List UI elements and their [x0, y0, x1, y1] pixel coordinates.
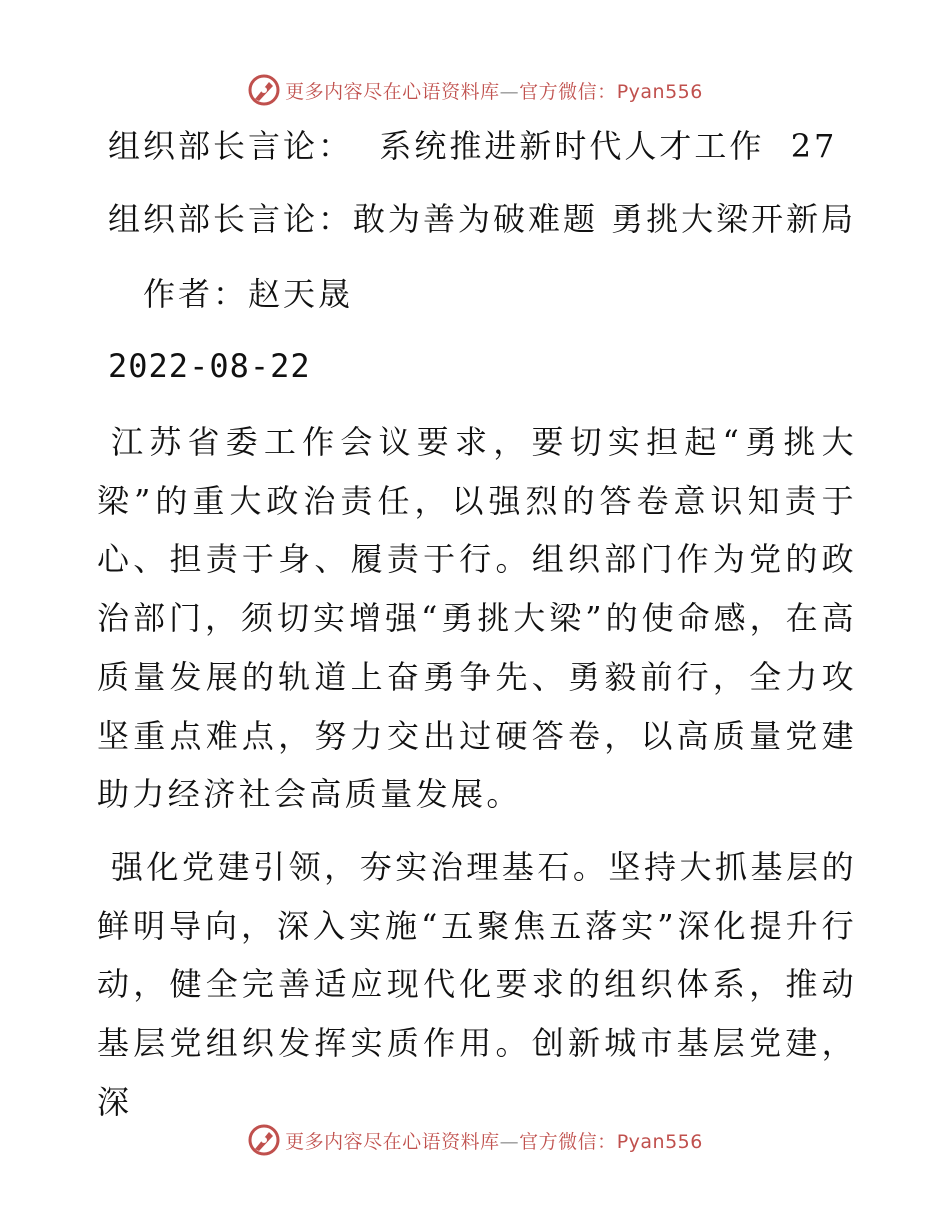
watermark-separator: —: [499, 80, 520, 103]
author-line: 作者：赵天晟: [143, 275, 354, 313]
series-title: 组织部长言论： 系统推进新时代人才工作 27: [108, 127, 838, 165]
article-title: 组织部长言论：敢为善为破难题 勇挑大梁开新局: [108, 200, 857, 238]
watermark-wechat-id: Pyan556: [616, 1130, 703, 1153]
pen-logo-icon: [247, 1123, 281, 1157]
watermark-text: 更多内容尽在心语资料库: [285, 80, 500, 103]
watermark-footer: [0, 1120, 950, 1160]
paragraph-2: 强化党建引领，夯实治理基石。坚持大抓基层的鲜明导向，深入实施“五聚焦五落实”深化提升行动，健全完善适应现代化要求的组织体系，推动基层党组织发挥实质作用。创新城市基层党建，深: [97, 848, 857, 1121]
paragraph-1: 江苏省委工作会议要求，要切实担起“勇挑大梁”的重大政治责任，以强烈的答卷意识知责于心、担责于身、履责于行。组织部门作为党的政治部门，须切实增强“勇挑大梁”的使命感，在高质量发展的轨道上奋勇争先、勇毅前行，全力攻坚重点难点，努力交出过硬答卷，以高质量党建助力经济社会高质量发展。: [97, 423, 857, 814]
watermark-wechat-id: Pyan556: [616, 80, 703, 103]
watermark-separator: —: [499, 1130, 520, 1153]
watermark-text: 更多内容尽在心语资料库: [285, 1130, 500, 1153]
watermark-wechat-label: 官方微信：: [519, 1130, 617, 1153]
watermark-wechat-label: 官方微信：: [519, 80, 617, 103]
publish-date: 2022-08-22: [108, 347, 311, 385]
